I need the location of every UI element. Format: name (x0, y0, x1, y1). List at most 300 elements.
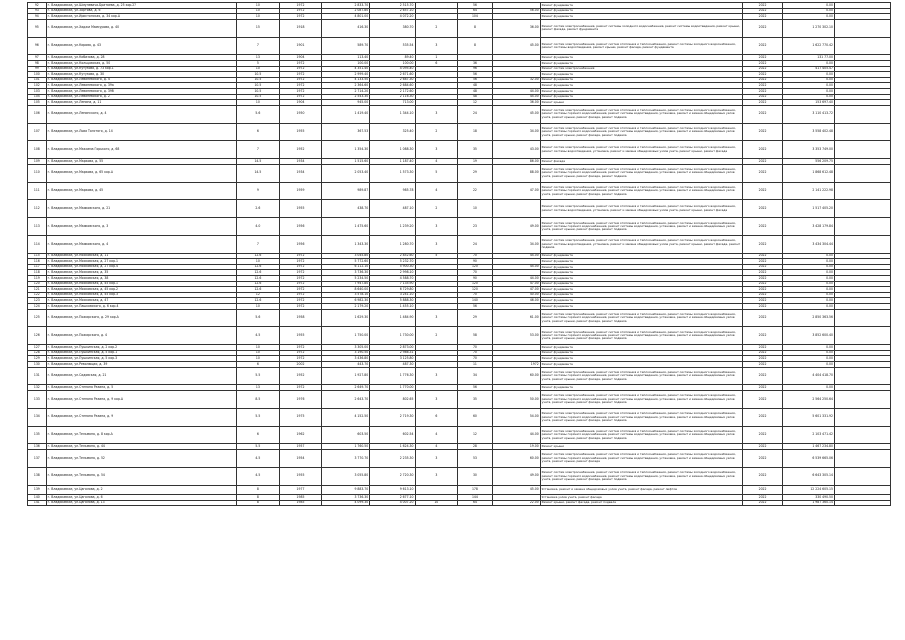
plan-year-cell: 2022 (743, 281, 783, 287)
row-number: 119 (28, 276, 47, 282)
address-cell: г. Владикавказ, ул.Пожарского, д. 29 кор.А (46, 309, 236, 327)
total-area-cell: 3 190.50 (322, 350, 370, 356)
cost-cell: 12 224 605.15 (783, 485, 835, 495)
work-type-cell: Ремонт фундамента (540, 60, 742, 66)
living-area-cell: 535.54 (370, 37, 415, 55)
plan-year-cell: 2022 (743, 356, 783, 362)
total-area-cell: 113.40 (322, 55, 370, 61)
address-cell: г. Владикавказ, ул.Ленина, д. 11 (46, 100, 236, 106)
height-cell: 12 (237, 292, 280, 298)
wear-cell: 47.00 (492, 281, 540, 287)
floors-cell: 4 (415, 426, 458, 444)
work-type-cell: Ремонт систем электроснабжения, ремонт систем отопления и теплоснабжения, ремонт системы холодного водоснабжения, ремонт системы горячего водоснабжения, ремонт системы водоотведения, установка, ремонт и замена общедомовых узлов учета, ремонт крыши, ремонт фасада, ремонт подвала (540, 390, 742, 408)
height-cell: 10.5 (237, 94, 280, 100)
year-cell: 1918 (279, 19, 322, 37)
work-type-cell: Ремонт крыши (540, 444, 742, 450)
cost-cell: 0.00 (783, 8, 835, 14)
height-cell: 13 (237, 385, 280, 391)
work-type-cell: Ремонт фундамента (540, 356, 742, 362)
cost-cell: 0.00 (783, 356, 835, 362)
apartments-cell: 56 (458, 3, 493, 9)
work-type-cell: Ремонт систем электроснабжения, ремонт систем отопления и теплоснабжения, ремонт системы холодного водоснабжения, ремонт системы горячего водоснабжения, ремонт системы водоотведения, установка, ремонт и замена общедомовых узлов учета, ремонт крыши, ремонт фасада, ремонт подвала (540, 182, 742, 200)
cost-cell: 0.00 (783, 304, 835, 310)
wear-cell: 45.00 (492, 105, 540, 123)
living-area-cell: 380.70 (370, 19, 415, 37)
floors-cell: 3 (415, 218, 458, 236)
height-cell: 6 (237, 123, 280, 141)
wear-cell: 45.00 (492, 485, 540, 495)
year-cell: 1972 (279, 292, 322, 298)
height-cell: 14.5 (237, 164, 280, 182)
height-cell: 5.5 (237, 367, 280, 385)
floors-cell: 2 (415, 327, 458, 345)
plan-year-cell: 2022 (743, 287, 783, 293)
year-cell: 2002 (279, 362, 322, 368)
row-number: 96 (28, 37, 47, 55)
year-cell: 1950 (279, 105, 322, 123)
work-type-cell: Ремонт фундамента (540, 259, 742, 265)
apartments-cell: 70 (458, 270, 493, 276)
living-area-cell: 1 239.20 (370, 218, 415, 236)
floors-cell: 3 (415, 235, 458, 253)
total-area-cell: 1 354.30 (322, 141, 370, 159)
living-area-cell: 1 088.30 (370, 141, 415, 159)
total-area-cell: 3 736.30 (322, 270, 370, 276)
apartments-cell: 18 (458, 123, 493, 141)
year-cell: 1972 (279, 14, 322, 20)
plan-year-cell: 2022 (743, 19, 783, 37)
spare-cell (834, 426, 890, 444)
row-number: 128 (28, 350, 47, 356)
apartments-cell: 58 (458, 327, 493, 345)
address-cell: г. Владикавказ, ул.Леваневского, д. 39а (46, 83, 236, 89)
wear-cell: 49.00 (492, 218, 540, 236)
total-area-cell: 6 112.10 (322, 264, 370, 270)
row-number: 122 (28, 292, 47, 298)
total-area-cell: 443.70 (322, 362, 370, 368)
total-area-cell: 100.00 (322, 60, 370, 66)
spare-cell (834, 485, 890, 495)
height-cell: 10.5 (237, 83, 280, 89)
apartments-cell: 104 (458, 14, 493, 20)
total-area-cell: 2 087.80 (322, 8, 370, 14)
total-area-cell: 5 772.60 (322, 259, 370, 265)
floors-cell: 6 (415, 60, 458, 66)
spare-cell (834, 123, 890, 141)
spare-cell (834, 141, 890, 159)
work-type-cell: Ремонт фундамента (540, 253, 742, 259)
height-cell: 4.5 (237, 449, 280, 467)
table-row (28, 19, 891, 37)
height-cell: 6 (237, 362, 280, 368)
spare-cell (834, 218, 890, 236)
living-area-cell: 2 515.70 (370, 3, 415, 9)
year-cell: 1972 (279, 3, 322, 9)
spare-cell (834, 449, 890, 467)
wear-cell: 34.00 (492, 123, 540, 141)
height-cell: 8 (237, 495, 280, 501)
row-number: 117 (28, 264, 47, 270)
wear-cell: 88.00 (492, 164, 540, 182)
address-cell: г. Владикавказ, ул.Маяковского, д. 3 (46, 218, 236, 236)
row-number: 129 (28, 356, 47, 362)
apartments-cell: 56 (458, 77, 493, 83)
work-type-cell: Ремонт фундамента (540, 94, 742, 100)
apartments-cell: 19 (458, 159, 493, 165)
work-type-cell: Ремонт систем электроснабжения, ремонт системы холодного водоснабжения, ремонт системы водоотведения, ремонт крыши, ремонт фасада, ремонт фундамента (540, 19, 742, 37)
cost-cell: 4 404 418.70 (783, 367, 835, 385)
living-area-cell: 802.65 (370, 390, 415, 408)
address-cell: г. Владикавказ, ул.Кутузова, д. 30 (46, 72, 236, 78)
plan-year-cell: 2022 (743, 276, 783, 282)
row-number: 95 (28, 19, 47, 37)
apartments-cell: 48 (458, 83, 493, 89)
living-area-cell: 2 116.30 (370, 94, 415, 100)
cost-cell: 0.00 (783, 77, 835, 83)
living-area-cell: 6 729.80 (370, 287, 415, 293)
row-number: 109 (28, 159, 47, 165)
work-type-cell: Ремонт фундамента (540, 14, 742, 20)
wear-cell: 86.00 (492, 159, 540, 165)
row-number: 94 (28, 14, 47, 20)
row-number: 92 (28, 3, 47, 9)
plan-year-cell: 2022 (743, 37, 783, 55)
apartments-cell: 48 (458, 88, 493, 94)
plan-year-cell: 2022 (743, 345, 783, 351)
plan-year-cell: 2022 (743, 309, 783, 327)
address-cell: г. Владикавказ, ул.Пушкинская, д. 2 кор.2 (46, 345, 236, 351)
total-area-cell: 4 133.50 (322, 77, 370, 83)
height-cell: 8.5 (237, 390, 280, 408)
row-number: 118 (28, 270, 47, 276)
cost-cell: 0.00 (783, 345, 835, 351)
total-area-cell: 589.70 (322, 37, 370, 55)
address-cell: г. Владикавказ, ул.Тельмана, д. 44 (46, 444, 236, 450)
row-number: 133 (28, 390, 47, 408)
document-sheet (27, 2, 891, 506)
cost-cell: 5 601 331.92 (783, 408, 835, 426)
table-row (28, 309, 891, 327)
row-number: 112 (28, 200, 47, 218)
wear-cell: 54.00 (492, 408, 540, 426)
floors-cell: 3 (415, 467, 458, 485)
row-number: 104 (28, 94, 47, 100)
apartments-cell: 120 (458, 287, 493, 293)
row-number: 127 (28, 345, 47, 351)
living-area-cell: 1 455.10 (370, 304, 415, 310)
address-cell: г. Владикавказ, ул.Садовская, д. 21 (46, 367, 236, 385)
living-area-cell: 7 135.90 (370, 281, 415, 287)
address-cell: г. Владикавказ, ул.Кольцовская, д. 50 (46, 60, 236, 66)
total-area-cell: 4 801.00 (322, 14, 370, 20)
work-type-cell: Ремонт систем электроснабжения, ремонт систем отопления и теплоснабжения, ремонт системы холодного водоснабжения, ремонт системы горячего водоснабжения, ремонт системы водоотведения, установка, ремонт и замена общедомовых узлов учета, ремонт крыши, ремонт фасада, ремонт подвала (540, 105, 742, 123)
plan-year-cell: 2022 (743, 66, 783, 72)
row-number: 101 (28, 77, 47, 83)
plan-year-cell: 2022 (743, 362, 783, 368)
year-cell: 1901 (279, 37, 322, 55)
address-cell: г. Владикавказ, ул.Пушкинская, д. 5 кор.1 (46, 350, 236, 356)
row-number: 121 (28, 287, 47, 293)
row-number: 131 (28, 367, 47, 385)
wear-cell: 32.00 (492, 77, 540, 83)
wear-cell: 19.00 (492, 444, 540, 450)
year-cell: 1972 (279, 270, 322, 276)
height-cell: 4.5 (237, 467, 280, 485)
plan-year-cell: 2022 (743, 60, 783, 66)
row-number: 139 (28, 485, 47, 495)
total-area-cell: 945.00 (322, 100, 370, 106)
plan-year-cell: 2022 (743, 500, 783, 506)
address-cell: г. Владикавказ, ул.Шмулевича-Бритаева, д. 25 кор.2? (46, 3, 236, 9)
cost-cell: 3 852 600.40 (783, 327, 835, 345)
table-row (28, 37, 891, 55)
wear-cell: 47.00 (492, 287, 540, 293)
row-number: 113 (28, 218, 47, 236)
wear-cell: 45.00 (492, 37, 540, 55)
work-type-cell: Ремонт фасада (540, 159, 742, 165)
year-cell: 1972 (279, 356, 322, 362)
row-number: 136 (28, 444, 47, 450)
apartments-cell: 35 (458, 390, 493, 408)
wear-cell: 1972 (492, 362, 540, 368)
height-cell: 12.6 (237, 298, 280, 304)
plan-year-cell: 2022 (743, 94, 783, 100)
total-area-cell: 3 578.10 (322, 292, 370, 298)
year-cell: 1962 (279, 426, 322, 444)
cost-cell: 0.00 (783, 83, 835, 89)
apartments-cell: 36 (458, 60, 493, 66)
apartments-cell: 56 (458, 385, 493, 391)
apartments-cell: 56 (458, 304, 493, 310)
address-cell: г. Владикавказ, ул.Московская, д. 35 (46, 270, 236, 276)
apartments-cell: 120 (458, 264, 493, 270)
total-area-cell: 3 770.70 (322, 449, 370, 467)
total-area-cell: 2 999.40 (322, 72, 370, 78)
living-area-cell: 2 657.10 (370, 8, 415, 14)
work-type-cell: Ремонт систем электроснабжения, ремонт систем отопления и теплоснабжения, ремонт системы холодного водоснабжения, ремонт системы горячего водоснабжения, ремонт системы водоотведения, установка, ремонт и замена общедомовых узлов учета, ремонт крыши, ремонт фасада, ремонт подвала (540, 309, 742, 327)
cost-cell: 1 270 302.10 (783, 19, 835, 37)
height-cell: 8 (237, 500, 280, 506)
year-cell: 1955 (279, 123, 322, 141)
height-cell: 10 (237, 350, 280, 356)
height-cell: 2.6 (237, 200, 280, 218)
height-cell: 12.6 (237, 253, 280, 259)
address-cell: г. Владикавказ, ул.Московская, д. 47 (46, 298, 236, 304)
row-number: 98 (28, 60, 47, 66)
cost-cell: 1 987 360.14 (783, 500, 835, 506)
work-type-cell: Ремонт систем электроснабжения, ремонт систем отопления и теплоснабжения, ремонт системы холодного водоснабжения, ремонт системы горячего водоснабжения, ремонт системы водоотведения, установка, ремонт и замена общедомовых узлов учета, ремонт крыши, ремонт фасада, ремонт подвала (540, 467, 742, 485)
address-cell: г. Владикавказ, ул.Революции, д. 39 (46, 362, 236, 368)
row-number: 107 (28, 123, 47, 141)
address-cell: г. Владикавказ, ул.Цаголова, д. 6 (46, 495, 236, 501)
address-cell: г. Владикавказ, ул.Леваневского, д. 2 (46, 94, 236, 100)
cost-cell: 0.00 (783, 264, 835, 270)
year-cell: 1972 (279, 281, 322, 287)
plan-year-cell: 2022 (743, 270, 783, 276)
apartments-cell: 144 (458, 495, 493, 501)
apartments-cell: 70 (458, 350, 493, 356)
apartments-cell: 70 (458, 356, 493, 362)
address-cell: г. Владикавказ, ул.Пожарского, д. 4 (46, 327, 236, 345)
total-area-cell: 2 364.60 (322, 83, 370, 89)
address-cell: г. Владикавказ, ул.Зортова, д. 6 (46, 8, 236, 14)
plan-year-cell: 2022 (743, 264, 783, 270)
height-cell: 10 (237, 304, 280, 310)
year-cell: 1955 (279, 467, 322, 485)
height-cell: 10 (237, 259, 280, 265)
cost-cell: 131 77.00 (783, 55, 835, 61)
year-cell: 1972 (279, 88, 322, 94)
address-cell: г. Владикавказ, ул.Маяковского, д. 4 (46, 235, 236, 253)
wear-cell: 47.00 (492, 182, 540, 200)
height-cell: 5 (237, 60, 280, 66)
plan-year-cell: 2022 (743, 367, 783, 385)
living-area-cell: 4 588.70 (370, 276, 415, 282)
work-type-cell: Ремонт фундамента (540, 8, 742, 14)
wear-cell: 44.00 (492, 88, 540, 94)
living-area-cell: 3 241.10 (370, 292, 415, 298)
year-cell: 1972 (279, 94, 322, 100)
living-area-cell: 5 888.30 (370, 298, 415, 304)
apartments-cell: 60 (458, 408, 493, 426)
apartments-cell: 35 (458, 141, 493, 159)
total-area-cell: 1 515.60 (322, 159, 370, 165)
cost-cell: 0.00 (783, 94, 835, 100)
year-cell: 1972 (279, 345, 322, 351)
cost-cell: 0.00 (783, 270, 835, 276)
address-cell: г. Владикавказ, ул.Московская, д. 38 (46, 276, 236, 282)
spare-cell (834, 467, 890, 485)
wear-cell: 46.00 (492, 298, 540, 304)
living-area-cell: 1 770.00 (370, 385, 415, 391)
year-cell: 1956 (279, 218, 322, 236)
wear-cell: 40.00 (492, 292, 540, 298)
apartments-cell: 8 (458, 37, 493, 55)
address-cell: г. Владикавказ, ул.Тельмана, д. 54 (46, 467, 236, 485)
work-type-cell: Ремонт фундамента (540, 350, 742, 356)
height-cell: 10.5 (237, 72, 280, 78)
address-cell: г. Владикавказ, ул.Московская, д. 27 кор.1 (46, 259, 236, 265)
row-number: 137 (28, 449, 47, 467)
work-type-cell: Ремонт систем электроснабжения, ремонт систем отопления и теплоснабжения, ремонт системы холодного водоснабжения, ремонт системы горячего водоснабжения, ремонт системы водоотведения, установка, ремонт и замена общедомовых узлов учета, ремонт крыши, ремонт фасада, ремонт подвала (540, 367, 742, 385)
work-type-cell: Ремонт крыши (540, 100, 742, 106)
height-cell: 10 (237, 3, 280, 9)
year-cell: 1904 (279, 55, 322, 61)
table-row (28, 182, 891, 200)
year-cell: 1957 (279, 444, 322, 450)
cost-cell: 0.00 (783, 287, 835, 293)
cost-cell: 1 868 612.48 (783, 164, 835, 182)
floors-cell: 5 (415, 253, 458, 259)
apartments-cell: 120 (458, 281, 493, 287)
living-area-cell: 89.40 (370, 55, 415, 61)
living-area-cell: 985.78 (370, 182, 415, 200)
address-cell: г. Владикавказ, ул.Кибизова, д. 28 (46, 55, 236, 61)
plan-year-cell: 2022 (743, 385, 783, 391)
work-type-cell: Установка узлов учета, ремонт фасада (540, 495, 742, 501)
year-cell: 1972 (279, 60, 322, 66)
height-cell: 7 (237, 37, 280, 55)
plan-year-cell: 2022 (743, 235, 783, 253)
row-number: 115 (28, 253, 47, 259)
row-number: 110 (28, 164, 47, 182)
spare-cell (834, 182, 890, 200)
living-area-cell: 1 573.30 (370, 164, 415, 182)
cost-cell: 0.00 (783, 276, 835, 282)
row-number: 125 (28, 309, 47, 327)
total-area-cell: 3 045.80 (322, 253, 370, 259)
cost-cell: 0.00 (783, 362, 835, 368)
work-type-cell: Ремонт фундамента (540, 3, 742, 9)
cost-cell: 0.00 (783, 350, 835, 356)
address-cell: г. Владикавказ, ул.Степана Разина, д. 5 (46, 385, 236, 391)
row-number: 100 (28, 72, 47, 78)
year-cell: 1972 (279, 83, 322, 89)
year-cell: 1956 (279, 235, 322, 253)
year-cell: 1972 (279, 385, 322, 391)
work-type-cell: Ремонт фундамента (540, 304, 742, 310)
year-cell: 1972 (279, 264, 322, 270)
address-cell: г. Владикавказ, ул.Степана Разина, д. 9 (46, 408, 236, 426)
spare-cell (834, 105, 890, 123)
plan-year-cell: 2022 (743, 8, 783, 14)
row-number: 114 (28, 235, 47, 253)
wear-cell: 34.00 (492, 235, 540, 253)
year-cell: 1954 (279, 449, 322, 467)
address-cell: г. Владикавказ, ул.Московская, д. 11 (46, 253, 236, 259)
total-area-cell: 603.50 (322, 426, 370, 444)
row-number: 116 (28, 259, 47, 265)
address-cell: г. Владикавказ, ул.Московская, д. 27 кор.4 (46, 264, 236, 270)
total-area-cell: 2 649.70 (322, 385, 370, 391)
plan-year-cell: 2022 (743, 449, 783, 467)
address-cell: г. Владикавказ, ул.Иристонская, д. 34 кор.А (46, 14, 236, 20)
table-row (28, 164, 891, 182)
spare-cell (834, 309, 890, 327)
cost-cell: 556 209.75 (783, 159, 835, 165)
plan-year-cell: 2022 (743, 72, 783, 78)
address-cell: г. Владикавказ, ул.Маркова, д. 45 (46, 182, 236, 200)
cost-cell: 0.00 (783, 253, 835, 259)
living-area-cell: 325.40 (370, 123, 415, 141)
plan-year-cell: 2022 (743, 218, 783, 236)
wear-cell: 60.00 (492, 449, 540, 467)
plan-year-cell: 2022 (743, 292, 783, 298)
total-area-cell: 4 152.50 (322, 408, 370, 426)
height-cell: 12.6 (237, 287, 280, 293)
height-cell: 10 (237, 100, 280, 106)
cost-cell: 3 428 179.84 (783, 218, 835, 236)
cost-cell: 0.00 (783, 281, 835, 287)
work-type-cell: Ремонт систем электроснабжения, ремонт систем отопления и теплоснабжения, ремонт системы холодного водоснабжения, ремонт системы горячего водоснабжения, ремонт системы водоотведения, установка, ремонт и замена общедомовых узлов учета, ремонт крыши, ремонт фасада, ремонт подвала (540, 218, 742, 236)
floors-cell: 4 (415, 159, 458, 165)
address-cell: г. Владикавказ, ул.Цаголова, д. 2 (46, 485, 236, 495)
floors-cell (415, 485, 458, 495)
height-cell: 9 (237, 182, 280, 200)
wear-cell: 44.00 (492, 276, 540, 282)
total-area-cell: 2 714.20 (322, 88, 370, 94)
apartments-cell: 23 (458, 218, 493, 236)
year-cell: 1972 (279, 66, 322, 72)
plan-year-cell: 2022 (743, 77, 783, 83)
plan-year-cell: 2022 (743, 495, 783, 501)
apartments-cell: 11 (458, 362, 493, 368)
apartments-cell: 30 (458, 467, 493, 485)
total-area-cell: 3 305.00 (322, 345, 370, 351)
cost-cell: 6 539 665.06 (783, 449, 835, 467)
total-area-cell: 367.53 (322, 123, 370, 141)
row-number: 130 (28, 362, 47, 368)
